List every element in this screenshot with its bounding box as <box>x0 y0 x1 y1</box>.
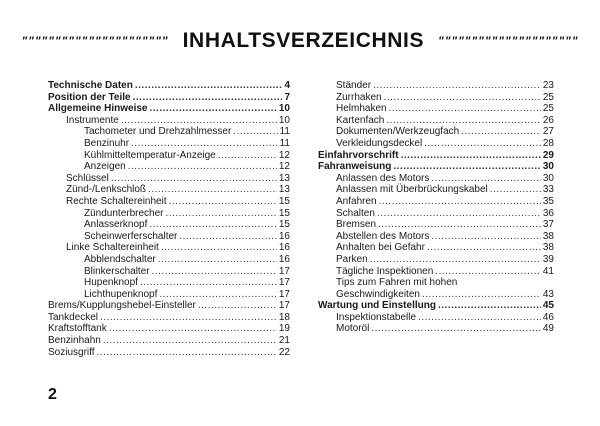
toc-entry <box>318 138 554 150</box>
right-decoration: """"""""""""""""""""" <box>438 34 579 48</box>
toc-leader-dots <box>198 300 277 312</box>
toc-entry-label: Tachometer und Drehzahlmesser <box>84 126 232 138</box>
toc-entry <box>318 266 554 278</box>
toc-entry-page: 30 <box>542 172 554 184</box>
toc-leader-dots <box>377 208 541 220</box>
toc-leader-dots <box>218 150 277 162</box>
toc-entry-page: 17 <box>278 288 290 300</box>
toc-entry-page: 16 <box>278 242 290 254</box>
left-decoration: """""""""""""""""""""" <box>21 34 169 48</box>
toc-entry-page: 13 <box>278 172 290 184</box>
toc-entry-page: 25 <box>542 91 554 103</box>
toc-entry <box>48 312 290 324</box>
toc-entry-page: 12 <box>278 149 290 161</box>
toc-entry-label: Soziusgriff <box>48 346 95 358</box>
toc-entry-label: Abstellen des Motors <box>336 230 430 242</box>
toc-entry-label: Bremsen <box>336 219 377 231</box>
toc-entry-page: 18 <box>278 311 290 323</box>
toc-entry-label: Anlassen mit Überbrückungskabel <box>336 184 488 196</box>
toc-entry <box>318 196 554 208</box>
toc-entry-label: Scheinwerferschalter <box>84 230 178 242</box>
toc-entry-label: Kraftstofftank <box>48 323 107 335</box>
toc-entry-label: Kartenfach <box>336 114 385 126</box>
toc-leader-dots <box>158 254 277 266</box>
toc-leader-dots <box>418 312 541 324</box>
toc-entry-label: Rechte Schaltereinheit <box>66 195 167 207</box>
toc-leader-dots <box>431 173 540 185</box>
toc-entry-label: Hupenknopf <box>84 277 138 289</box>
toc-entry-page: 15 <box>278 219 290 231</box>
toc-entry-label: Instrumente <box>66 114 119 126</box>
toc-entry-label: Abblendschalter <box>84 253 156 265</box>
toc-entry-label: Dokumenten/Werkzeugfach <box>336 126 460 138</box>
toc-entry <box>48 115 290 127</box>
toc-entry-page: 38 <box>542 242 554 254</box>
toc-entry <box>318 300 554 312</box>
toc-entry <box>48 254 290 266</box>
toc-entry-page: 11 <box>279 126 290 138</box>
toc-entry <box>48 347 290 359</box>
toc-entry-page: 28 <box>542 137 554 149</box>
page-title: INHALTSVERZEICHNIS <box>182 29 425 52</box>
toc-leader-dots <box>149 103 276 115</box>
toc-entry-page: 30 <box>542 161 554 173</box>
toc-entry-label: Brems/Kupplungshebel-Einsteller <box>48 300 196 312</box>
toc-entry-label: Blinkerschalter <box>84 265 150 277</box>
toc-entry-page: 25 <box>542 103 554 115</box>
toc-entry-label: Benzinhahn <box>48 335 101 347</box>
toc-leader-dots <box>233 126 277 138</box>
toc-entry <box>48 219 290 231</box>
toc-leader-dots <box>373 80 541 92</box>
toc-entry-page: 12 <box>278 161 290 173</box>
toc-leader-dots <box>133 92 283 104</box>
toc-entry-label: Anlasserknopf <box>84 219 148 231</box>
toc-entry-label: Anzeigen <box>84 161 126 173</box>
toc-entry-page: 43 <box>542 288 554 300</box>
toc-entry-label: Benzinuhr <box>84 137 130 149</box>
toc-entry-label: Position der Teile <box>48 91 131 103</box>
toc-entry-label: Tägliche Inspektionen <box>336 265 434 277</box>
toc-leader-dots <box>135 80 283 92</box>
toc-entry <box>318 161 554 173</box>
toc-entry-page: 35 <box>542 195 554 207</box>
toc-leader-dots <box>378 219 541 231</box>
toc-entry-label: Helmhaken <box>336 103 387 115</box>
toc-leader-dots <box>100 312 277 324</box>
toc-entry <box>48 184 290 196</box>
toc-entry-label: Zündunterbrecher <box>84 207 164 219</box>
toc-entry <box>48 242 290 254</box>
toc-entry <box>318 150 554 162</box>
toc-leader-dots <box>427 242 541 254</box>
toc-entry-label: Tips zum Fahren mit hohen <box>336 277 458 289</box>
toc-entry-page: 4 <box>284 80 290 91</box>
toc-right-column <box>318 80 554 335</box>
toc-entry-page: 7 <box>284 91 290 103</box>
toc-leader-dots <box>131 138 278 150</box>
toc-leader-dots <box>490 184 541 196</box>
toc-leader-dots <box>149 219 277 231</box>
toc-entry <box>48 323 290 335</box>
toc-entry-label: Schlüssel <box>66 172 109 184</box>
toc-leader-dots <box>370 254 541 266</box>
toc-entry-page: 16 <box>278 253 290 265</box>
toc-entry <box>48 266 290 278</box>
toc-entry <box>48 231 290 243</box>
toc-entry-page: 19 <box>278 323 290 335</box>
toc-entry-label: Wartung und Einstellung <box>318 300 436 312</box>
toc-leader-dots <box>438 300 541 312</box>
toc-entry-label: Tankdeckel <box>48 311 99 323</box>
toc-leader-dots <box>128 161 277 173</box>
toc-entry <box>318 289 554 301</box>
toc-entry-label: Linke Schaltereinheit <box>66 242 159 254</box>
toc-entry <box>48 277 290 289</box>
toc-entry <box>318 219 554 231</box>
toc-entry <box>318 323 554 335</box>
toc-entry-page: 17 <box>278 277 290 289</box>
toc-entry <box>48 92 290 104</box>
toc-leader-dots <box>179 231 277 243</box>
toc-entry-page: 46 <box>542 311 554 323</box>
toc-entry-label: Verkleidungsdeckel <box>336 137 423 149</box>
toc-entry-label: Fahranweisung <box>318 161 392 173</box>
toc-entry <box>318 103 554 115</box>
toc-entry-label: Technische Daten <box>48 80 133 91</box>
toc-leader-dots <box>152 266 277 278</box>
toc-entry <box>48 103 290 115</box>
toc-entry-page: 33 <box>542 184 554 196</box>
toc-leader-dots <box>109 323 277 335</box>
toc-entry-page: 17 <box>278 265 290 277</box>
toc-entry-label: Zünd-/Lenkschloß <box>66 184 147 196</box>
toc-entry <box>48 300 290 312</box>
toc-entry-page: 41 <box>542 265 554 277</box>
toc-leader-dots <box>422 289 541 301</box>
toc-entry-label: Motoröl <box>336 323 370 335</box>
toc-entry <box>318 80 554 92</box>
toc-leader-dots <box>435 266 541 278</box>
toc-entry-label: Ständer <box>336 80 372 91</box>
toc-leader-dots <box>97 347 277 359</box>
toc-entry-page: 38 <box>542 230 554 242</box>
toc-entry <box>48 335 290 347</box>
toc-entry-page: 37 <box>542 219 554 231</box>
toc-leader-dots <box>389 103 541 115</box>
toc-left-column <box>48 80 290 358</box>
toc-entry-label: Lichthupenknopf <box>84 288 158 300</box>
toc-leader-dots <box>371 323 541 335</box>
toc-entry <box>318 254 554 266</box>
toc-entry-label: Einfahrvorschrift <box>318 149 399 161</box>
toc-entry-page: 39 <box>542 253 554 265</box>
toc-entry-page: 15 <box>278 207 290 219</box>
toc-entry <box>318 312 554 324</box>
toc-entry-page: 21 <box>278 335 290 347</box>
toc-entry-page: 15 <box>278 195 290 207</box>
toc-entry <box>318 92 554 104</box>
toc-entry-label: Geschwindigkeiten <box>336 288 420 300</box>
page-number: 2 <box>48 386 57 403</box>
toc-entry-label: Inspektionstabelle <box>336 311 417 323</box>
toc-entry <box>48 208 290 220</box>
toc-entry-page: 26 <box>542 114 554 126</box>
toc-leader-dots <box>148 184 277 196</box>
toc-entry <box>48 161 290 173</box>
toc-entry-page: 36 <box>542 207 554 219</box>
toc-entry-page: 11 <box>279 137 290 149</box>
toc-leader-dots <box>393 161 541 173</box>
toc-entry <box>48 126 290 138</box>
toc-leader-dots <box>111 173 277 185</box>
toc-entry <box>318 115 554 127</box>
toc-entry-label: Anlassen des Motors <box>336 172 430 184</box>
toc-leader-dots <box>401 150 541 162</box>
toc-leader-dots <box>166 208 277 220</box>
toc-entry <box>48 80 290 92</box>
toc-entry-label: Parken <box>336 253 368 265</box>
page-header <box>0 24 600 58</box>
toc-entry <box>48 138 290 150</box>
toc-entry-label: Anhalten bei Gefahr <box>336 242 425 254</box>
toc-entry <box>318 208 554 220</box>
toc-entry-page: 10 <box>278 114 290 126</box>
toc-leader-dots <box>121 115 277 127</box>
toc-entry <box>318 184 554 196</box>
toc-entry <box>318 173 554 185</box>
toc-leader-dots <box>140 277 277 289</box>
toc-entry-label: Schalten <box>336 207 375 219</box>
toc-leader-dots <box>379 196 541 208</box>
toc-leader-dots <box>431 231 540 243</box>
toc-leader-dots <box>169 196 277 208</box>
toc-entry-page: 17 <box>278 300 290 312</box>
toc-entry-page: 13 <box>278 184 290 196</box>
toc-entry-label: Anfahren <box>336 195 377 207</box>
toc-entry-page: 22 <box>278 346 290 358</box>
toc-entry-page: 16 <box>278 230 290 242</box>
toc-entry-page: 27 <box>542 126 554 138</box>
toc-leader-dots <box>424 138 541 150</box>
toc-entry-label: Kühlmitteltemperatur-Anzeige <box>84 149 216 161</box>
toc-entry <box>318 126 554 138</box>
toc-leader-dots <box>161 242 277 254</box>
toc-leader-dots <box>159 289 276 301</box>
toc-entry-page: 45 <box>542 300 554 312</box>
toc-entry <box>48 196 290 208</box>
toc-entry-page: 49 <box>542 323 554 335</box>
toc-leader-dots <box>103 335 277 347</box>
toc-entry-page: 23 <box>542 80 554 91</box>
toc-entry-page: 10 <box>278 103 290 115</box>
toc-entry <box>318 277 554 289</box>
toc-leader-dots <box>386 115 541 127</box>
toc-entry <box>318 231 554 243</box>
toc-entry <box>48 150 290 162</box>
toc-entry <box>48 173 290 185</box>
toc-entry-label: Allgemeine Hinweise <box>48 103 148 115</box>
toc-entry-label: Zurrhaken <box>336 91 382 103</box>
toc-leader-dots <box>384 92 541 104</box>
toc-entry-page: 29 <box>542 149 554 161</box>
toc-entry <box>48 289 290 301</box>
toc-leader-dots <box>461 126 541 138</box>
toc-entry <box>318 242 554 254</box>
